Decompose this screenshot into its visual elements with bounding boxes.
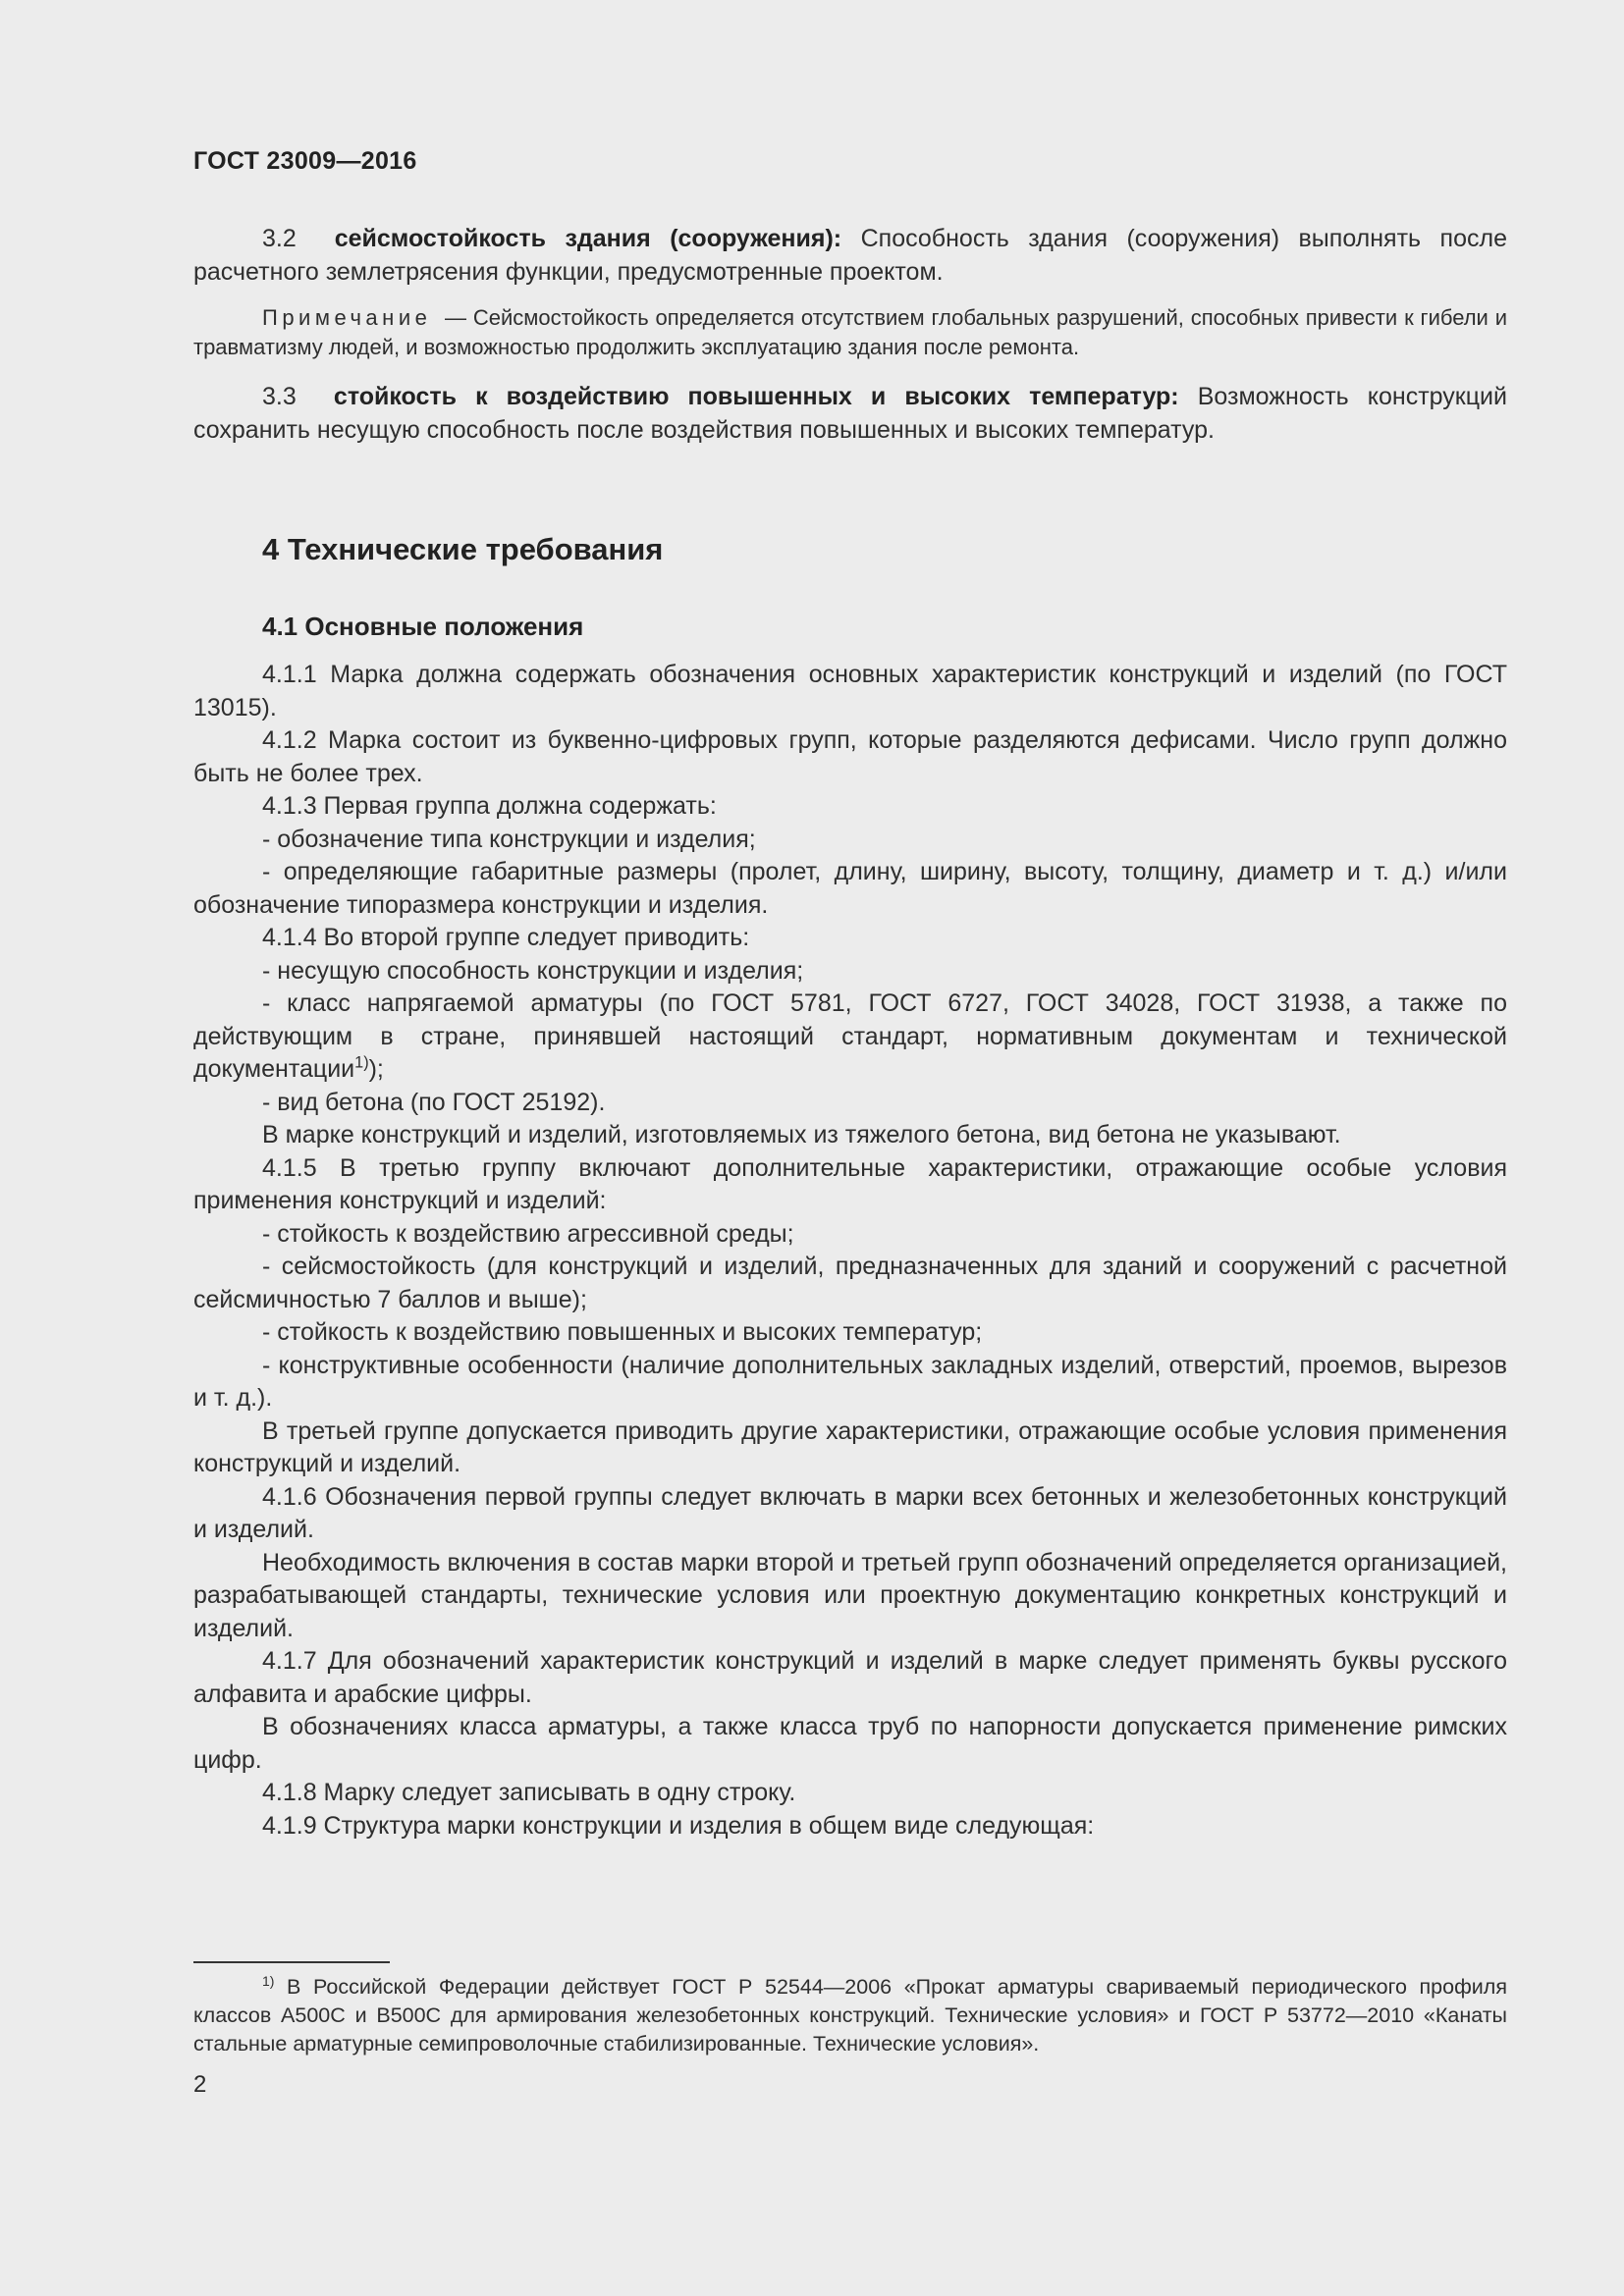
note-text: — Сейсмостойкость определяется отсутствием глобальных разрушений, способных привести к гибели и травматизму людей, и возможностью продолжить эксплуатацию здания после ремонта.: [193, 305, 1507, 359]
paragraph: 4.1.2 Марка состоит из буквенно-цифровых групп, которые разделяются дефисами. Число групп должно быть не более трех.: [193, 726, 1507, 787]
paragraph: 4.1.9 Структура марки конструкции и изделия в общем виде следующая:: [262, 1811, 1095, 1840]
note-label: Примечание: [262, 305, 432, 330]
section-4-title: 4 Технические требования: [262, 532, 664, 566]
paragraph: 4.1.4 Во второй группе следует приводить:: [262, 924, 750, 951]
definition-3-2-number: 3.2: [262, 225, 297, 252]
paragraph: В обозначениях класса арматуры, а также класса труб по напорности допускается применение римских цифр.: [193, 1713, 1507, 1774]
definition-3-2-paragraph: [193, 223, 1507, 289]
note-paragraph: [193, 303, 1507, 362]
paragraph: 4.1.6 Обозначения первой группы следует включать в марки всех бетонных и железобетонных конструкций и изделий.: [193, 1482, 1507, 1543]
list-item: - обозначение типа конструкции и изделия;: [262, 825, 756, 853]
footnote-reference[interactable]: 1): [354, 1053, 369, 1072]
list-item: - вид бетона (по ГОСТ 25192).: [262, 1088, 606, 1116]
definition-3-2-text: Способность здания (сооружения) выполнять после расчетного землетрясения функции, предусмотренные проектом.: [193, 225, 1507, 286]
paragraph: 4.1.1 Марка должна содержать обозначения основных характеристик конструкций и изделий (по ГОСТ 13015).: [193, 661, 1507, 721]
list-item: - конструктивные особенности (наличие дополнительных закладных изделий, отверстий, проемов, вырезов и т. д.).: [193, 1351, 1507, 1412]
definition-3-2: [193, 223, 1507, 289]
definition-3-3: [193, 381, 1507, 447]
footnote-paragraph: [193, 1973, 1507, 2058]
document-header: ГОСТ 23009—2016: [193, 147, 417, 175]
note-block: [193, 303, 1507, 362]
footnote: [193, 1973, 1507, 2058]
list-item: - стойкость к воздействию агрессивной среды;: [262, 1219, 794, 1248]
list-item: - сейсмостойкость (для конструкций и изделий, предназначенных для зданий и сооружений с расчетной сейсмичностью 7 баллов и выше);: [193, 1253, 1507, 1313]
section-4-1-body: [193, 659, 1507, 1842]
list-item: - несущую способность конструкции и изделия;: [262, 956, 804, 985]
definition-3-3-paragraph: [193, 381, 1507, 447]
definition-3-3-term: стойкость к воздействию повышенных и высоких температур:: [333, 383, 1179, 410]
paragraph: В марке конструкций и изделий, изготовляемых из тяжелого бетона, вид бетона не указывают.: [262, 1121, 1341, 1148]
armature-text: - класс напрягаемой арматуры (по ГОСТ 5781, ГОСТ 6727, ГОСТ 34028, ГОСТ 31938, а также по действующим в стране, принявшей настоящий стандарт, нормативным документам и технической документации: [193, 989, 1507, 1083]
definition-3-2-term: сейсмостойкость здания (сооружения):: [334, 225, 842, 252]
armature-tail: );: [368, 1055, 384, 1083]
footnote-divider: [193, 1961, 390, 1963]
paragraph: 4.1.5 В третью группу включают дополнительные характеристики, отражающие особые условия применения конструкций и изделий:: [193, 1153, 1507, 1214]
list-item-armature: [193, 988, 1507, 1087]
paragraph: В третьей группе допускается приводить другие характеристики, отражающие особые условия применения конструкций и изделий.: [193, 1416, 1507, 1477]
definition-3-3-text: Возможность конструкций сохранить несущую способность после воздействия повышенных и высоких температур.: [193, 383, 1507, 444]
list-item: - стойкость к воздействию повышенных и высоких температур;: [262, 1318, 983, 1346]
list-item: - определяющие габаритные размеры (пролет, длину, ширину, высоту, толщину, диаметр и т. д.) и/или обозначение типоразмера конструкции и изделия.: [193, 858, 1507, 919]
section-4-1-title: 4.1 Основные положения: [262, 612, 584, 641]
paragraph: 4.1.3 Первая группа должна содержать:: [262, 792, 717, 820]
paragraph: 4.1.8 Марку следует записывать в одну строку.: [262, 1779, 796, 1806]
footnote-mark: 1): [262, 1972, 275, 1989]
page-number: 2: [193, 2071, 207, 2098]
footnote-text: В Российской Федерации действует ГОСТ Р 52544—2006 «Прокат арматуры свариваемый периодического профиля классов А500С и В500С для армирования железобетонных конструкций. Технические условия» и ГОСТ Р 53772—2010 «Канаты стальные арматурные семипроволочные стабилизированные. Технические условия».: [193, 1975, 1507, 2056]
definition-3-3-number: 3.3: [262, 383, 297, 410]
paragraph: 4.1.7 Для обозначений характеристик конструкций и изделий в марке следует применять буквы русского алфавита и арабские цифры.: [193, 1647, 1507, 1708]
paragraph: Необходимость включения в состав марки второй и третьей групп обозначений определяется организацией, разрабатывающей стандарты, технические условия или проектную документацию конкретных конструкций и изделий.: [193, 1548, 1507, 1642]
